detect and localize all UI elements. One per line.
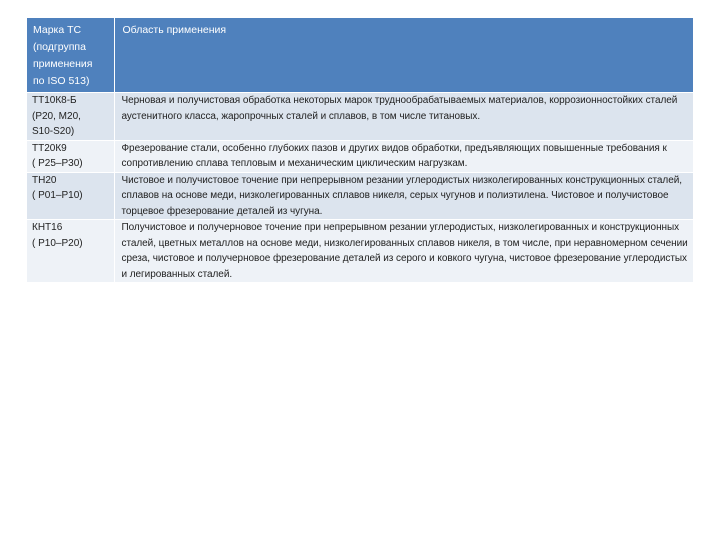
grade-line: ( Р25–Р30) xyxy=(32,158,83,169)
grade-line: ( Р01–Р10) xyxy=(32,190,83,201)
header-grade-line: по ISO 513) xyxy=(33,75,90,87)
grade-cell xyxy=(27,172,114,220)
grade-cell xyxy=(27,220,114,283)
grade-cell xyxy=(27,140,114,172)
carbide-grades-table xyxy=(27,18,693,282)
grade-cell xyxy=(27,93,114,141)
description-cell: Фрезерование стали, особенно глубоких пазов и других видов обработки, предъявляющих повышенные требования к сопротивлению сплава тепловым и механическим циклическим нагрузкам. xyxy=(114,140,693,172)
table-row xyxy=(27,93,693,141)
grade-line: ТТ10К8-Б xyxy=(32,95,77,106)
grade-line: КНТ16 xyxy=(32,222,63,233)
description-cell: Получистовое и получерновое точение при непрерывном резании углеродистых, низколегированных и конструкционных сталей, цветных металлов на основе меди, низколегированных сплавов никеля, в том числе, при неравномерном сечении среза, чистовое и получерновое фрезерование деталей из серого и ковкого чугуна, чистовое фрезерование углеродистых и легированных сталей. xyxy=(114,220,693,283)
table-header-row xyxy=(27,18,693,93)
table-row xyxy=(27,140,693,172)
grade-line: ( Р10–Р20) xyxy=(32,237,83,249)
description-cell: Черновая и получистовая обработка некоторых марок труднообрабатываемых материалов, коррозионностойких сталей аустенитного класса, жаропрочных сталей и сплавов, в том числе титановых. xyxy=(114,93,693,141)
header-grade-line: Марка ТС xyxy=(33,24,82,36)
header-grade-line: применения xyxy=(33,58,93,70)
grade-line: S10-S20) xyxy=(32,126,75,137)
header-grade-line: (подгруппа xyxy=(33,41,86,53)
grade-line: ТН20 xyxy=(32,174,57,186)
grade-line: ТТ20К9 xyxy=(32,142,67,154)
header-application: Область применения xyxy=(114,18,693,93)
table-row xyxy=(27,220,693,283)
description-cell: Чистовое и получистовое точение при непрерывном резании углеродистых низколегированных конструкционных сталей, сплавов на основе меди, низколегированных сплавов никеля, серых чугунов и полиэтилена. Чистовое и получистовое торцевое фрезерование деталей из чугуна. xyxy=(114,172,693,220)
header-grade xyxy=(27,18,114,93)
table-row xyxy=(27,172,693,220)
grade-line: (Р20, М20, xyxy=(32,110,81,122)
